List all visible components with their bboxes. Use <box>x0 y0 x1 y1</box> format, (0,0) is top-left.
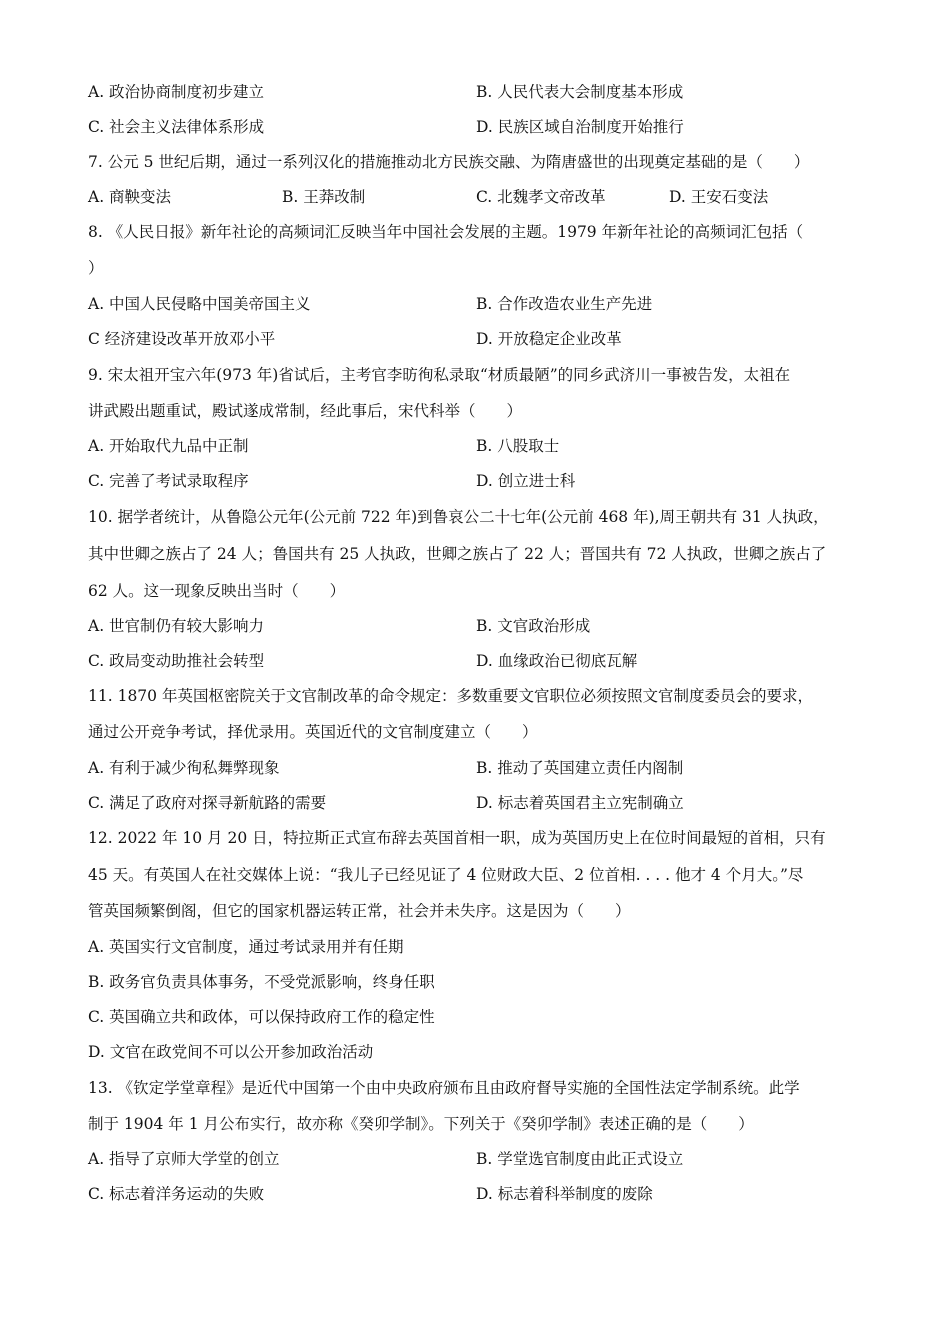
q10-option-b: B. 文官政治形成 <box>476 617 591 635</box>
q13-option-a: A. 指导了京师大学堂的创立 <box>88 1150 280 1168</box>
q13-stem-line1: 13. 《钦定学堂章程》是近代中国第一个由中央政府颁布且由政府督导实施的全国性法定学制系统。此学 <box>88 1079 800 1097</box>
q12-stem-line1: 12. 2022 年 10 月 20 日，特拉斯正式宣布辞去英国首相一职，成为英国历史上在位时间最短的首相，只有 <box>88 829 826 847</box>
q12-option-b: B. 政务官负责具体事务，不受党派影响，终身任职 <box>88 973 435 991</box>
q10-stem-line1: 10. 据学者统计，从鲁隐公元年(公元前 722 年)到鲁哀公二十七年(公元前 468 年),周王朝共有 31 人执政， <box>88 508 829 526</box>
q12-option-d: D. 文官在政党间不可以公开参加政治活动 <box>88 1043 374 1061</box>
q6-option-c: C. 社会主义法律体系形成 <box>88 118 265 136</box>
q12-option-c: C. 英国确立共和政体，可以保持政府工作的稳定性 <box>88 1008 435 1026</box>
q12-stem-line2: 45 天。有英国人在社交媒体上说：“我儿子已经见证了 4 位财政大臣、2 位首相. . . . 他才 4 个月大。”尽 <box>88 866 804 884</box>
q9-stem-line2: 讲武殿出题重试，殿试遂成常制，经此事后，宋代科举（ ） <box>88 402 523 420</box>
q7-option-b: B. 王莽改制 <box>282 188 366 206</box>
q10-stem-line2: 其中世卿之族占了 24 人；鲁国共有 25 人执政，世卿之族占了 22 人；晋国共有 72 人执政，世卿之族占了 <box>88 545 827 563</box>
q6-option-d: D. 民族区域自治制度开始推行 <box>476 118 684 136</box>
q11-option-d: D. 标志着英国君主立宪制确立 <box>476 794 684 812</box>
q11-stem-line2: 通过公开竞争考试，择优录用。英国近代的文官制度建立（ ） <box>88 723 538 741</box>
q12-option-a: A. 英国实行文官制度，通过考试录用并有任期 <box>88 938 404 956</box>
q11-stem-line1: 11. 1870 年英国枢密院关于文官制改革的命令规定：多数重要文官职位必须按照文官制度委员会的要求， <box>88 687 813 705</box>
q13-stem-line2: 制于 1904 年 1 月公布实行，故亦称《癸卯学制》。下列关于《癸卯学制》表述正确的是（ ） <box>88 1115 754 1133</box>
q7-option-c: C. 北魏孝文帝改革 <box>476 188 606 206</box>
q11-option-a: A. 有利于减少徇私舞弊现象 <box>88 759 280 777</box>
q10-option-a: A. 世官制仍有较大影响力 <box>88 617 265 635</box>
q7-option-d: D. 王安石变法 <box>669 188 769 206</box>
q8-stem-line2: ） <box>88 259 104 277</box>
q9-stem-line1: 9. 宋太祖开宝六年(973 年)省试后，主考官李昉徇私录取“材质最陋”的同乡武济川一事被告发，太祖在 <box>88 366 791 384</box>
q12-stem-line3: 管英国频繁倒阁，但它的国家机器运转正常，社会并未失序。这是因为（ ） <box>88 902 631 920</box>
q10-stem-line3: 62 人。这一现象反映出当时（ ） <box>88 582 346 600</box>
q13-option-b: B. 学堂选官制度由此正式设立 <box>476 1150 684 1168</box>
q6-option-b: B. 人民代表大会制度基本形成 <box>476 83 684 101</box>
q8-option-b: B. 合作改造农业生产先进 <box>476 295 653 313</box>
q9-option-c: C. 完善了考试录取程序 <box>88 472 249 490</box>
q7-option-a: A. 商鞅变法 <box>88 188 172 206</box>
q8-option-c: C 经济建设改革开放邓小平 <box>88 330 276 348</box>
q8-stem-line1: 8. 《人民日报》新年社论的高频词汇反映当年中国社会发展的主题。1979 年新年社论的高频词汇包括（ <box>88 223 804 241</box>
q10-option-d: D. 血缘政治已彻底瓦解 <box>476 652 638 670</box>
q9-option-a: A. 开始取代九品中正制 <box>88 437 249 455</box>
q9-option-d: D. 创立进士科 <box>476 472 576 490</box>
q9-option-b: B. 八股取士 <box>476 437 560 455</box>
q10-option-c: C. 政局变动助推社会转型 <box>88 652 265 670</box>
q11-option-b: B. 推动了英国建立责任内阁制 <box>476 759 684 777</box>
q13-option-c: C. 标志着洋务运动的失败 <box>88 1185 265 1203</box>
q7-stem: 7. 公元 5 世纪后期，通过一系列汉化的措施推动北方民族交融、为隋唐盛世的出现奠定基础的是（ ） <box>88 153 810 171</box>
q8-option-d: D. 开放稳定企业改革 <box>476 330 622 348</box>
q6-option-a: A. 政治协商制度初步建立 <box>88 83 265 101</box>
q13-option-d: D. 标志着科举制度的废除 <box>476 1185 653 1203</box>
q8-option-a: A. 中国人民侵略中国美帝国主义 <box>88 295 311 313</box>
q11-option-c: C. 满足了政府对探寻新航路的需要 <box>88 794 327 812</box>
